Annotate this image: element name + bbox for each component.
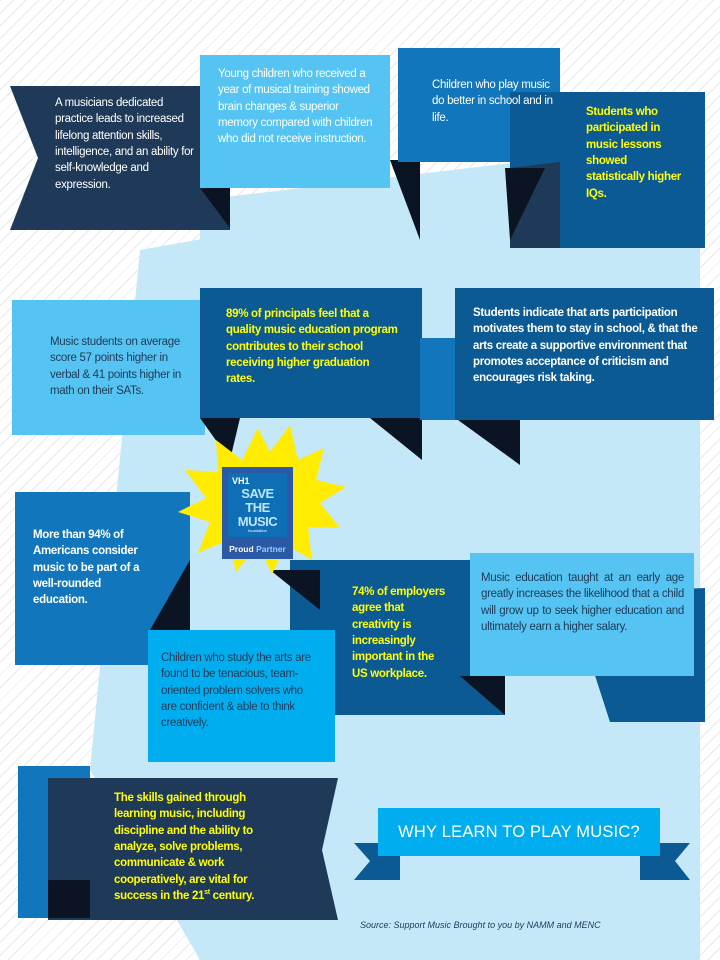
- fact-school-and-life: Children who play music do better in school and in life.: [432, 79, 553, 124]
- ribbon-fold-10: [48, 880, 90, 918]
- logo-proud-partner: [225, 544, 290, 554]
- save-the-music-logo: [222, 467, 293, 559]
- fact-higher-education: Music education taught at an early age greatly increases the likelihood that a child will grow up to seek higher education and ultimately earn a higher salary.: [481, 572, 684, 633]
- skills-gained-text: The skills gained through learning music, including discipline and the ability to analyze, solve problems, communicate & work cooperatively, are vital for success in the 21: [114, 792, 253, 902]
- logo-word-the: THE: [245, 500, 270, 515]
- page-title: WHY LEARN TO PLAY MUSIC?: [378, 808, 660, 856]
- fact-employers: 74% of employers agree that creativity is increasingly important in the US workplace.: [352, 586, 445, 680]
- fact-americans: More than 94% of Americans consider music to be part of a well-rounded education.: [33, 529, 140, 607]
- logo-vh1: VH1: [232, 476, 250, 486]
- logo-partner-b: Partner: [256, 543, 286, 554]
- logo-word-music: MUSIC: [237, 514, 278, 529]
- logo-word-save: SAVE: [241, 486, 274, 501]
- skills-gained-superscript: st: [204, 889, 210, 897]
- logo-panel: [228, 473, 287, 537]
- logo-sub: foundation: [248, 528, 267, 533]
- fact-stay-in-school: Students indicate that arts participation motivates them to stay in school, & that the arts create a supportive environment that promotes acceptance of criticism and encourages risk taking.: [473, 307, 698, 385]
- fact-brain-changes: Young children who received a year of musical training showed brain changes & superior memory compared with children who did not receive instruction.: [218, 68, 373, 146]
- source-credit: Source: Support Music Brought to you by NAMM and MENC: [360, 920, 601, 930]
- logo-partner-a: Proud: [229, 543, 254, 554]
- fact-principals: 89% of principals feel that a quality music education program contributes to their school receiving higher graduation rates.: [226, 308, 398, 386]
- fact-sat-scores: Music students on average score 57 points higher in verbal & 41 points higher in math on their SATs.: [50, 336, 181, 397]
- skills-gained-end: century.: [209, 889, 255, 902]
- fact-higher-iqs: Students who participated in music lessons showed statistically higher IQs.: [586, 106, 681, 200]
- fact-lifelong-attention: A musicians dedicated practice leads to increased lifelong attention skills, intelligence, and an ability for self-knowledge and expression.: [55, 97, 194, 191]
- fact-arts-students: Children who study the arts are found to be tenacious, team-oriented problem solvers who are confident & able to think creatively.: [161, 652, 311, 730]
- fact-skills-gained: [114, 790, 266, 904]
